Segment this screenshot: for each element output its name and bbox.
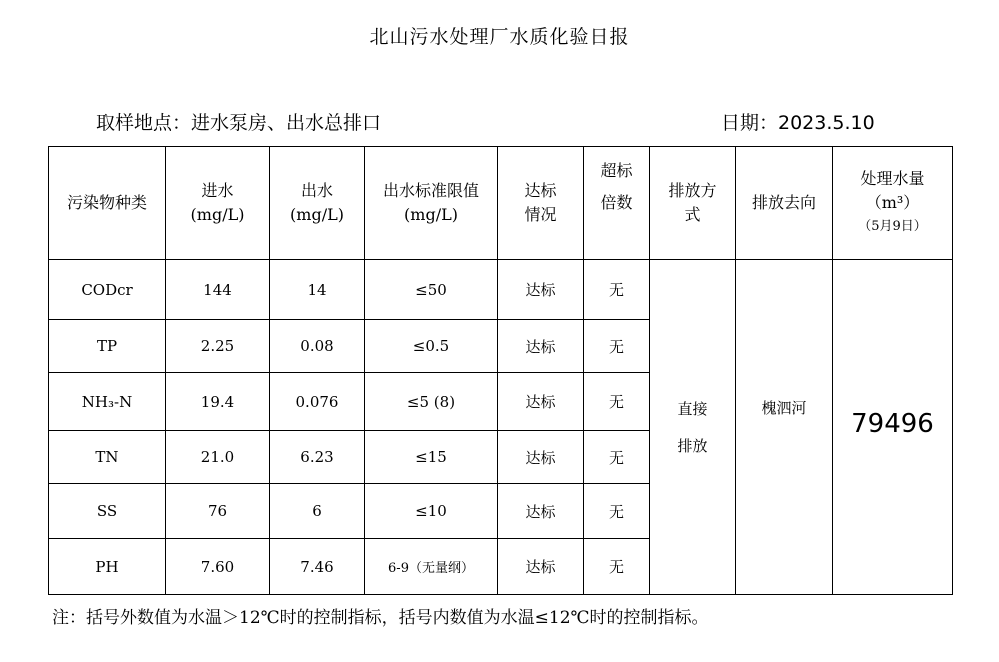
inflow-value: 76 xyxy=(166,484,270,539)
exceed-value: 无 xyxy=(584,320,650,373)
header-status-line2: 情况 xyxy=(524,205,557,224)
header-outflow xyxy=(270,147,365,260)
discharge-method-line2: 排放 xyxy=(677,437,708,455)
header-volume xyxy=(833,147,953,260)
pollutant-name: PH xyxy=(49,539,166,595)
sampling-location: 取样地点：进水泵房、出水总排口 xyxy=(96,112,382,134)
status-value: 达标 xyxy=(498,320,584,373)
report-title: 北山污水处理厂水质化验日报 xyxy=(369,26,630,48)
pollutant-name: TN xyxy=(49,431,166,484)
limit-value: ≤15 xyxy=(365,431,498,484)
pollutant-name: CODcr xyxy=(49,260,166,320)
header-pollutant: 污染物种类 xyxy=(49,147,166,260)
inflow-value: 2.25 xyxy=(166,320,270,373)
header-volume-unit: （m³） xyxy=(865,193,920,212)
status-value: 达标 xyxy=(498,373,584,431)
inflow-value: 7.60 xyxy=(166,539,270,595)
header-method-line1: 排放方 xyxy=(668,181,717,200)
header-status-line1: 达标 xyxy=(524,181,557,200)
status-value: 达标 xyxy=(498,431,584,484)
outflow-value: 0.08 xyxy=(270,320,365,373)
header-method xyxy=(650,147,736,260)
header-outflow-label: 出水 xyxy=(300,181,333,200)
header-row xyxy=(49,147,953,260)
pollutant-name: TP xyxy=(49,320,166,373)
header-limit-unit: (mg/L) xyxy=(404,205,458,224)
inflow-value: 19.4 xyxy=(166,373,270,431)
discharge-destination: 槐泗河 xyxy=(736,260,833,595)
discharge-method xyxy=(650,260,736,595)
exceed-value: 无 xyxy=(584,484,650,539)
exceed-value: 无 xyxy=(584,373,650,431)
header-inflow xyxy=(166,147,270,260)
header-inflow-label: 进水 xyxy=(201,181,234,200)
outflow-value: 14 xyxy=(270,260,365,320)
table-row xyxy=(49,260,953,320)
outflow-value: 0.076 xyxy=(270,373,365,431)
inflow-value: 144 xyxy=(166,260,270,320)
inflow-value: 21.0 xyxy=(166,431,270,484)
exceed-value: 无 xyxy=(584,431,650,484)
pollutant-name: SS xyxy=(49,484,166,539)
header-status xyxy=(498,147,584,260)
header-exceed-line2: 倍数 xyxy=(600,193,633,212)
limit-value: ≤50 xyxy=(365,260,498,320)
footnote: 注：括号外数值为水温＞12℃时的控制指标，括号内数值为水温≤12℃时的控制指标。 xyxy=(52,608,709,628)
pollutant-name: NH₃-N xyxy=(49,373,166,431)
header-volume-label: 处理水量 xyxy=(860,169,925,188)
treated-volume: 79496 xyxy=(833,260,953,595)
header-limit-label: 出水标准限值 xyxy=(382,181,479,200)
header-method-line2: 式 xyxy=(684,205,701,224)
limit-value: ≤5 (8) xyxy=(365,373,498,431)
outflow-value: 6 xyxy=(270,484,365,539)
header-outflow-unit: (mg/L) xyxy=(290,205,344,224)
outflow-value: 7.46 xyxy=(270,539,365,595)
exceed-value: 无 xyxy=(584,539,650,595)
limit-value: ≤0.5 xyxy=(365,320,498,373)
discharge-method-line1: 直接 xyxy=(677,400,708,418)
water-quality-table xyxy=(48,146,953,595)
header-limit xyxy=(365,147,498,260)
header-destination: 排放去向 xyxy=(736,147,833,260)
status-value: 达标 xyxy=(498,484,584,539)
header-volume-date: （5月9日） xyxy=(858,219,927,234)
header-inflow-unit: (mg/L) xyxy=(190,205,245,224)
limit-value: 6-9（无量纲） xyxy=(365,539,498,595)
header-exceed xyxy=(584,147,650,260)
status-value: 达标 xyxy=(498,539,584,595)
status-value: 达标 xyxy=(498,260,584,320)
outflow-value: 6.23 xyxy=(270,431,365,484)
exceed-value: 无 xyxy=(584,260,650,320)
report-date: 日期：2023.5.10 xyxy=(721,112,875,134)
header-exceed-line1: 超标 xyxy=(600,161,633,180)
limit-value: ≤10 xyxy=(365,484,498,539)
